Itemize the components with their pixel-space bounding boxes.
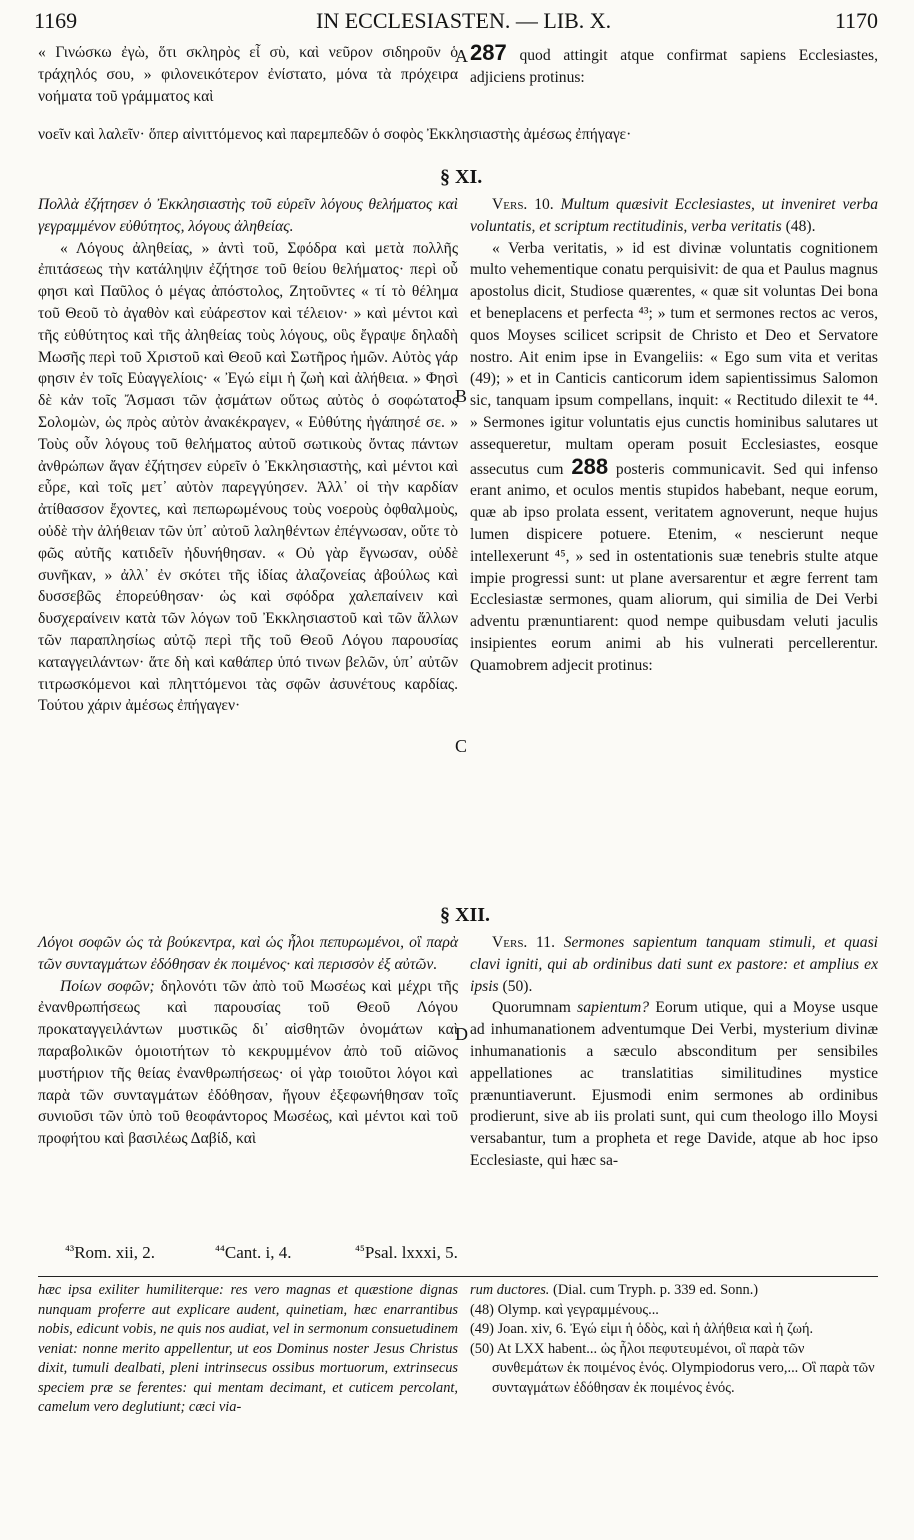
footnote-continuation-italic: rum ductores. <box>470 1282 550 1298</box>
greek-continuation <box>38 42 458 107</box>
footnote-50: (50) At LXX habent... ὡς ἧλοι πεφυτευμένοι, οἳ παρὰ τῶν συνθεμάτων ἐκ ποιμένος ἑνός. Olympiodorus vero,... Οἳ παρὰ τῶν συνταγμάτων ἐδόθησαν ἐκ ποιμένος ἑνός. <box>470 1340 875 1396</box>
greek-continuation-end: νοεῖν καὶ λαλεῖν· ὅπερ αἰνιττόμενος καὶ παρεμπεδῶν ὁ σοφὸς Ἐκκλησιαστὴς ἀμέσως ἐπήγαγε· <box>38 125 632 143</box>
section-11-latin <box>470 194 878 677</box>
scripture-note: $^{^{45}}$ Psal. lxxxi, 5. <box>355 1243 458 1262</box>
vers-10-label: Vers. 10. <box>492 196 554 213</box>
margin-mark-b: B <box>455 386 468 406</box>
section-12-greek-commentary: δηλονότι τῶν ἀπὸ τοῦ Μωσέως καὶ μέχρι τῆς ἐνανθρωπήσεως καὶ παρουσίας τοῦ Θεοῦ Λόγου προκαταγγειλάντων μυστικῶς δι᾽ αἰσθητῶν ὀνομάτων καὶ παραβολικῶν ὁμοιοτήτων τὸ κεκρυμμένον ἀπὸ τοῦ αἰῶνος μυστήριον τῆς θείας ἐνανθρωπήσεως· οἱ γὰρ τοιοῦτοι λόγοι καὶ παρὰ τῶν συνταγμάτων ἐδόθησαν, ἤγουν ἐξεφωνήθησαν τοῖς συνιοῦσι τῶν ὑπὸ τοῦ θεοφάντορος Μωσέως, καὶ μέντοι καὶ τοῦ προφήτου καὶ βασιλέως Δαβίδ, καὶ <box>38 977 458 1148</box>
margin-mark-c: C <box>455 736 468 756</box>
section-11-greek-lemma: Πολλὰ ἐζήτησεν ὁ Ἐκκλησιαστὴς τοῦ εὑρεῖν λόγους θελήματος καὶ γεγραμμένον εὐθύτητος, λόγους ἀληθείας. <box>38 196 458 235</box>
right-page-number: 1170 <box>834 8 878 33</box>
left-page-number: 1169 <box>34 8 78 33</box>
section-11-greek <box>38 194 458 717</box>
latin-continuation-text: quod attingit atque confirmat sapiens Ecclesiastes, adjiciens protinus: <box>470 47 878 86</box>
section-11-latin-commentary-a: « Verba veritatis, » id est divinæ voluntatis cognitionem multo vehementique conatu perquisivit: de qua et Paulus magnus apostolus dicit, Studiose quærentes, « quæ sit voluntas Dei bona et beneplacens et perfecta ⁴³; » tum et sermones rectos ac veros, quos Moyses scilicet scripsit de Christo et Deo et Servatore nostro. Ait enim ipse in Evangeliis: « Ego sum vita et veritas (49); » et in Canticis canticorum idem sapientissimus Salomon sic, tanquam ipsum compellans, inquit: « Rectitudo dilexit te ⁴⁴. » Sermones igitur voluntatis ejus cunctis hominibus salutares ut assequeretur, multam operam posuit Ecclesiastes, eosque assecutus cum <box>470 239 878 478</box>
column-number-288: 288 <box>571 453 609 479</box>
footnote-divider <box>38 1276 878 1277</box>
greek-continuation-full <box>38 108 878 161</box>
section-11-latin-commentary-b: posteris communicavit. Sed qui infenso erant animo, et oculos mentis stupidos habebant, neque eorum, quæ ab ipso prolata essent, veritatem agnoverunt, neque hujus lumen dispicere potuere. Etenim, « nescierunt neque intellexerunt ⁴⁵, » sed in ostentationis suæ tenebris stulte atque impie progressi sunt: ut plane aversarentur et ægre ferrent tam Ecclesiastæ sermones, quam aliorum, qui similia de Dei Verbi adventu prænuntiarent: quod nempe quibusdam veluti jaculis insipientes eorum animi ab his vulnerati percellerentur. Quamobrem adjecit protinus: <box>470 460 878 674</box>
footnote-continuation: (Dial. cum Tryph. p. 339 ed. Sonn.) <box>553 1282 759 1298</box>
section-12-greek-lemma: Λόγοι σοφῶν ὡς τὰ βούκεντρα, καὶ ὡς ἧλοι πεπυρωμένοι, οἳ παρὰ τῶν συνταγμάτων ἐδόθησαν ἐκ ποιμένος· καὶ περισσὸν ἐξ αὐτῶν. <box>38 934 458 973</box>
vers-11-label: Vers. 11. <box>492 934 555 951</box>
section-12-heading: § XII. <box>440 904 491 926</box>
section-12-latin-keyword: sapientum? <box>577 999 650 1017</box>
section-11-latin-lemma: Multum quæsivit Ecclesiastes, ut inveniret verba voluntatis, et scriptum rectitudinis, verba veritatis <box>470 196 878 235</box>
margin-mark-d: D <box>455 1024 468 1044</box>
running-title: IN ECCLESIASTEN. — LIB. X. <box>316 8 612 33</box>
footnotes-right <box>470 1281 878 1398</box>
footnote-49: (49) Joan. xiv, 6. Ἐγώ εἰμι ἡ ὁδὸς, καὶ ἡ ἀλήθεια καὶ ἡ ζωή. <box>470 1321 814 1337</box>
footnotes-left: hæc ipsa exiliter humiliterque: res vero magnas et quæstione dignas nunquam proferre aut explicare audent, quinetiam, hæc enarrantibus nobis, edicunt vobis, ne quis nos audiat, vel in sermonum consuetudinem veniat: nonne merito appellentur, ut eos Dominus noster Jesus Christus dixit, tumuli dealbati, pleni intrinsecus ossibus mortuorum, extrinsecus speciem præ se ferentes: qui mentam decimant, et cuticem percolant, camelum vero deglutiunt; cæci via- <box>38 1282 458 1415</box>
section-11-greek-commentary: « Λόγους ἀληθείας, » ἀντὶ τοῦ, Σφόδρα καὶ μετὰ πολλῆς ἐπιτάσεως τὴν κατάληψιν ἐζήτησε τοῦ θείου θελήματος· περὶ οὗ φησι καὶ Παῦλος ὁ μέγας ἀπόστολος, Ζητοῦντες « τί τὸ θέλημα τοῦ Θεοῦ τὸ ἀγαθὸν καὶ εὐάρεστον καὶ τέλειον· » καὶ μέντοι καὶ τῆς εὐθύτητος καὶ τῆς ἀληθείας τοὺς λόγους, οὓς ἔγραψε δηλαδὴ Μωσῆς περὶ τοῦ Χριστοῦ καὶ Θεοῦ καὶ Σωτῆρος ἡμῶν. Αὐτὸς γάρ φησιν ἐν τοῖς Εὐαγγελίοις· « Ἐγώ εἰμι ἡ ζωὴ καὶ ἀλήθεια. » Φησὶ δὲ κἀν τοῖς Ἄσμασι τῶν ᾀσμάτων οὕτως αὐτὸς ὁ σοφώτατος Σολομὼν, ὡς πρὸς αὐτὸν ἀνακέκραγεν, « Εὐθύτης ἠγάπησέ σε. » Τοὺς οὖν λόγους τοῦ θελήματος αὐτοῦ σωτικοὺς ὄντας πάντων ἀνθρώπων ἄγαν ἐζήτησεν εὑρεῖν ὁ Ἐκκλησιαστὴς, καὶ μέντοι καὶ εὗρε, καὶ τοῖς μετ᾽ αὐτὸν παρεγγύησεν. Ἀλλ᾽ οἱ τὴν καρδίαν ἀτίθασσον ἔχοντες, καὶ πεπωρωμένους τοὺς νοεροὺς ὀφθαλμοὺς, οὐδὲ τὴν ἀλήθειαν τῶν ὑπ᾽ αὐτοῦ λαληθέντων ἐπέγνωσαν, οὔτε τὸ φῶς αὐτῆς κατιδεῖν ἠδυνήθησαν. « Οὐ γὰρ ἔγνωσαν, οὐδὲ συνῆκαν, » ἀλλ᾽ ἐν σκότει τῆς ἰδίας ἀλαζονείας ἀβούλως καὶ δυσσεβῶς ἐπορεύθησαν· ὡς καὶ σφόδρα χαλεπαίνειν καὶ δυσχεραίνειν κατὰ τῶν λόγων τοῦ Ἐκκλησιαστοῦ καὶ τῶν ἄλλων τῶν παραπλησίως αὐτῷ περὶ τῆς τοῦ Θεοῦ Λόγου παρουσίας καταγγειλάντων· ἅτε δὴ καὶ καθάπερ ὑπό τινων βελῶν, ὑπ᾽ αὐτῶν τιτρωσκόμενοι καὶ πληττόμενοι τὰς σφῶν ἀσυνέτους καρδίας. Τούτου χάριν ἀμέσως ἐπήγαγεν· <box>38 239 458 715</box>
margin-mark-a: A <box>455 46 468 66</box>
section-11-latin-lemma-ref: (48). <box>785 217 816 235</box>
section-12-latin <box>470 932 878 1172</box>
column-number-287: 287 <box>470 40 507 65</box>
section-12-greek <box>38 932 458 1150</box>
scripture-note: $^{^{43}}$ Rom. xii, 2. <box>65 1243 155 1262</box>
running-header <box>34 8 878 38</box>
section-11-heading: § XI. <box>440 166 483 188</box>
footnote-48: (48) Olymp. καὶ γεγραμμένους... <box>470 1301 659 1318</box>
section-12-greek-keyword: Ποίων σοφῶν; <box>60 977 155 995</box>
latin-continuation <box>470 42 878 89</box>
scripture-note: $^{^{44}}$ Cant. i, 4. <box>215 1243 292 1262</box>
section-12-latin-lemma-ref: (50). <box>502 977 533 995</box>
section-12-latin-lead: Quorumnam <box>492 999 571 1017</box>
section-12-latin-commentary: Eorum utique, qui a Moyse usque ad inhumanationem adventumque Dei Verbi, mysterium divinæ inhumanationis a sæculo absconditum per sensibiles appellationes ac translatitias similitudines mystice prænuntiaverunt. Ejusmodi enim sermones ab ordinibus prodierunt, sive ab iis prolati sunt, qui cum theologo illo Moysi versabantur, tum a propheta et rege Davide, atque ab hoc ipso Ecclesiaste, qui hæc sa- <box>470 999 878 1169</box>
scripture-notes <box>65 1243 865 1267</box>
greek-continuation-text: « Γινώσκω ἐγὼ, ὅτι σκληρὸς εἶ σὺ, καὶ νεῦρον σιδηροῦν ὁ τράχηλός σου, » φιλονεικότερον ἐνίστατο, μόνα τὰ πρόχειρα νοήματα τοῦ γράμματος καὶ <box>38 44 458 105</box>
section-12-latin-lemma: Sermones sapientum tanquam stimuli, et quasi clavi igniti, qui ab ordinibus dati sunt ex pastore: et amplius ex ipsis <box>470 934 878 995</box>
